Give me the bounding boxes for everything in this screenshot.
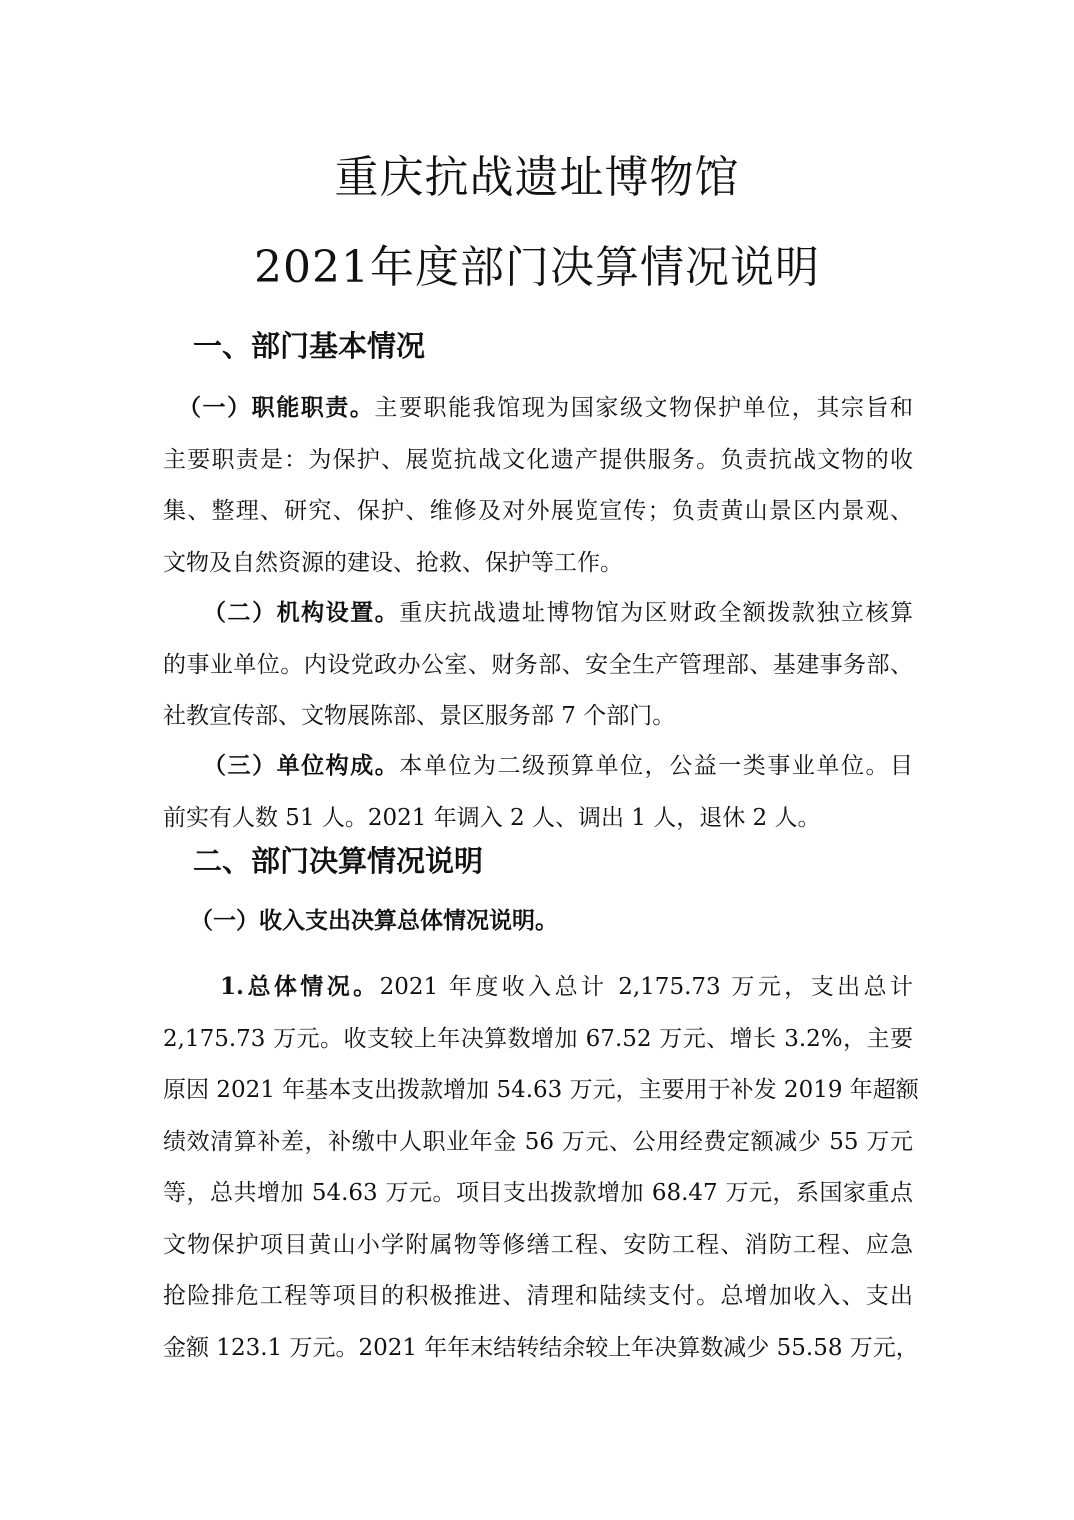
paragraph-composition	[163, 740, 913, 844]
paragraph-line	[163, 587, 913, 640]
document-title: 重庆抗战遗址博物馆	[334, 152, 740, 203]
paragraph-line: 金额 123.1 万元。2021 年年末结转结余较上年决算数减少 55.58 万元，	[163, 1334, 919, 1361]
paragraph-functions	[163, 382, 913, 589]
paragraph-lead: （一）职能职责。	[178, 394, 375, 421]
paragraph-line: 前实有人数 51 人。2021 年调入 2 人、调出 1 人，退休 2 人。	[163, 804, 821, 831]
paragraph-overall	[163, 961, 919, 1374]
paragraph-line	[163, 740, 913, 793]
paragraph-text: 主要职能我馆现为国家级文物保护单位，其宗旨和	[374, 395, 914, 421]
paragraph-line: 抢险排危工程等项目的积极推进、清理和陆续支付。总增加收入、支出	[163, 1283, 913, 1309]
paragraph-line: 原因 2021 年基本支出拨款增加 54.63 万元，主要用于补发 2019 年超额	[163, 1077, 919, 1103]
paragraph-lead: 1.总体情况。	[220, 973, 380, 1000]
paragraph-lead: （二）机构设置。	[203, 599, 400, 626]
paragraph-line: 绩效清算补差，补缴中人职业年金 56 万元、公用经费定额减少 55 万元	[163, 1128, 913, 1155]
paragraph-line: 的事业单位。内设党政办公室、财务部、安全生产管理部、基建事务部、	[163, 651, 913, 678]
paragraph-line: 2,175.73 万元。收支较上年决算数增加 67.52 万元、增长 3.2%，主要	[163, 1025, 913, 1052]
subsection-heading: （一）收入支出决算总体情况说明。	[190, 907, 558, 934]
document-subtitle: 2021年度部门决算情况说明	[254, 242, 820, 293]
paragraph-organization	[163, 587, 913, 743]
paragraph-line: 集、整理、研究、保护、维修及对外展览宣传；负责黄山景区内景观、	[163, 498, 913, 524]
section-heading-final-accounts: 二、部门决算情况说明	[193, 844, 484, 878]
paragraph-line: 文物及自然资源的建设、抢救、保护等工作。	[163, 549, 623, 576]
paragraph-text: 2021 年度收入总计 2,175.73 万元，支出总计	[379, 974, 913, 1000]
paragraph-line	[163, 382, 913, 435]
paragraph-text: 重庆抗战遗址博物馆为区财政全额拨款独立核算	[399, 600, 914, 626]
section-heading-basic-info: 一、部门基本情况	[193, 329, 426, 363]
paragraph-line: 等，总共增加 54.63 万元。项目支出拨款增加 68.47 万元，系国家重点	[163, 1180, 913, 1206]
paragraph-line	[163, 961, 913, 1014]
paragraph-lead: （三）单位构成。	[203, 752, 400, 779]
paragraph-line: 主要职责是：为保护、展览抗战文化遗产提供服务。负责抗战文物的收	[163, 446, 913, 473]
paragraph-line: 社教宣传部、文物展陈部、景区服务部 7 个部门。	[163, 703, 676, 729]
paragraph-text: 本单位为二级预算单位，公益一类事业单位。目	[399, 753, 914, 779]
paragraph-line: 文物保护项目黄山小学附属物等修缮工程、安防工程、消防工程、应急	[163, 1231, 913, 1258]
